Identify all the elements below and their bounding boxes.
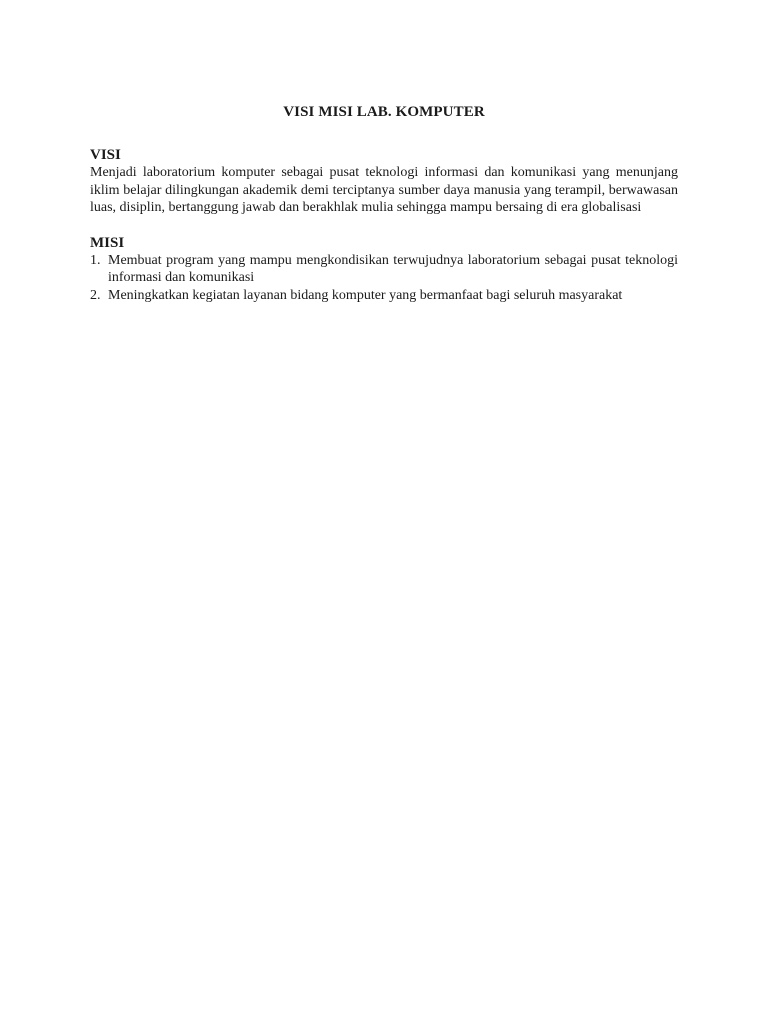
visi-section (90, 146, 678, 217)
misi-list-item (90, 252, 678, 287)
misi-item-number: 1. (90, 252, 101, 268)
misi-item-text: Meningkatkan kegiatan layanan bidang komputer yang bermanfaat bagi seluruh masyarakat (108, 287, 623, 303)
document-title: VISI MISI LAB. KOMPUTER (283, 104, 485, 120)
misi-item-text: Membuat program yang mampu mengkondisikan terwujudnya laboratorium sebagai pusat teknologi informasi dan komunikasi (108, 252, 678, 286)
misi-section (90, 234, 678, 305)
visi-heading: VISI (90, 147, 121, 163)
misi-list (90, 252, 678, 305)
misi-item-number: 2. (90, 287, 101, 303)
misi-list-item (90, 287, 678, 305)
document-page (90, 101, 678, 305)
misi-heading: MISI (90, 234, 125, 251)
visi-text: Menjadi laboratorium komputer sebagai pusat teknologi informasi dan komunikasi yang menunjang iklim belajar dilingkungan akademik demi terciptanya sumber daya manusia yang terampil, berwawasan luas, disiplin, bertanggung jawab dan berakhlak mulia sehingga mampu bersaing di era globalisasi (90, 165, 678, 216)
